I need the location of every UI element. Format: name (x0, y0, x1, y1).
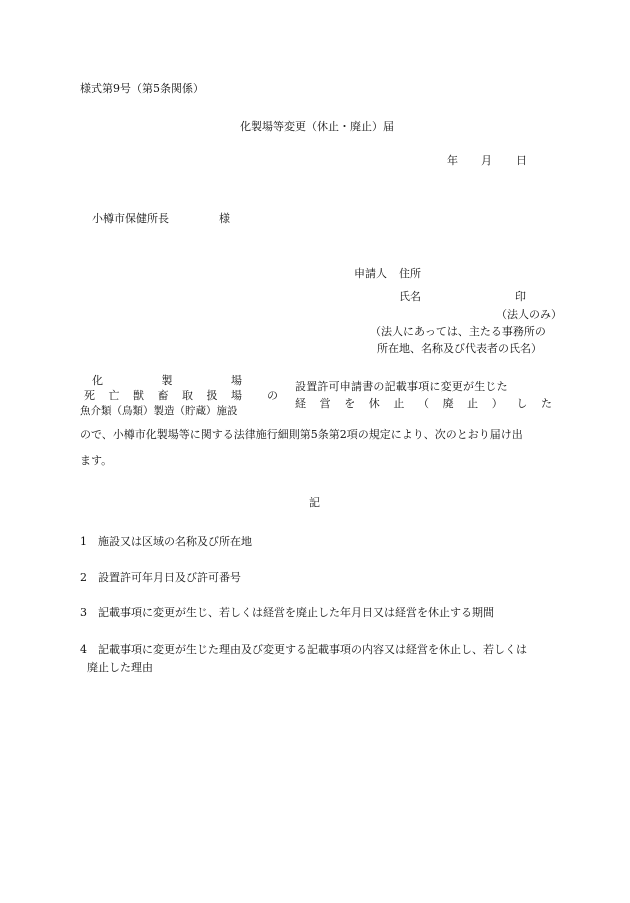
item-4-number: 4 (80, 643, 87, 656)
facility-type-char: 取 (182, 389, 193, 402)
facility-type-char: 亡 (108, 389, 120, 402)
body-line2-char: た (540, 397, 552, 410)
document-title: 化製場等変更（休止・廃止）届 (240, 120, 394, 133)
item-1-number: 1 (80, 535, 87, 548)
item-2-number: 2 (80, 571, 87, 584)
item-4-continuation: 廃止した理由 (87, 661, 153, 674)
body-line2-char: ） (491, 397, 503, 410)
corporate-note-line2: 所在地、名称及び代表者の氏名） (377, 342, 542, 355)
facility-type-line1 (92, 375, 242, 386)
facility-type-char: 獣 (133, 389, 144, 402)
date-day: 日 (516, 154, 527, 167)
body-line2-char: 経 (295, 397, 306, 410)
facility-type-char: 場 (231, 389, 242, 402)
item-1-text: 施設又は区域の名称及び所在地 (98, 535, 252, 548)
body-line2-char: 廃 (442, 397, 454, 410)
date-year: 年 (447, 154, 458, 167)
body-line3: ので、小樽市化製場等に関する法律施行細則第5条第2項の規定により、次のとおり届け出 (80, 428, 523, 441)
facility-type-char: 製 (161, 374, 173, 387)
form-number: 様式第9号（第5条関係） (80, 82, 204, 95)
body-line2-char: し (516, 397, 528, 410)
facility-type-char: 畜 (157, 389, 169, 402)
ki-heading: 記 (309, 496, 320, 509)
body-line1: 設置許可申請書の記載事項に変更が生じた (295, 380, 508, 393)
facility-type-line3: 魚介類（鳥類）製造（貯蔵）施設 (80, 405, 238, 417)
body-line2-char: 止 (467, 397, 479, 410)
corporate-only-note: （法人のみ） (496, 308, 562, 321)
item-3-text: 記載事項に変更が生じ、若しくは経営を廃止した年月日又は経営を休止する期間 (98, 606, 494, 619)
item-4-text: 記載事項に変更が生じた理由及び変更する記載事項の内容又は経営を休止し、若しくは (98, 643, 527, 656)
corporate-note-line1: （法人にあっては、主たる事務所の (370, 325, 546, 338)
date-month: 月 (481, 154, 492, 167)
addressee-honorific: 様 (219, 212, 230, 225)
body-line2-char: 休 (368, 397, 380, 410)
body-line2-char: 止 (393, 397, 405, 410)
body-line2-char: 営 (319, 397, 331, 410)
item-3-number: 3 (80, 606, 87, 619)
seal-mark: 印 (515, 290, 526, 303)
item-2-text: 設置許可年月日及び許可番号 (98, 571, 241, 584)
body-line2-char: を (344, 397, 356, 410)
body-line2 (295, 398, 552, 409)
facility-type-char: 扱 (206, 389, 218, 402)
facility-type-char: 死 (84, 389, 95, 402)
body-line2-char: （ (417, 397, 429, 410)
applicant-address-label: 住所 (399, 267, 421, 280)
facility-type-line2 (84, 390, 242, 401)
applicant-label: 申請人 (354, 267, 387, 280)
facility-type-char: 場 (231, 374, 242, 387)
facility-particle: の (267, 389, 278, 402)
applicant-name-label: 氏名 (399, 290, 421, 303)
addressee-name: 小樽市保健所長 (92, 212, 169, 225)
body-line4: ます。 (80, 454, 113, 467)
facility-type-char: 化 (92, 374, 103, 387)
